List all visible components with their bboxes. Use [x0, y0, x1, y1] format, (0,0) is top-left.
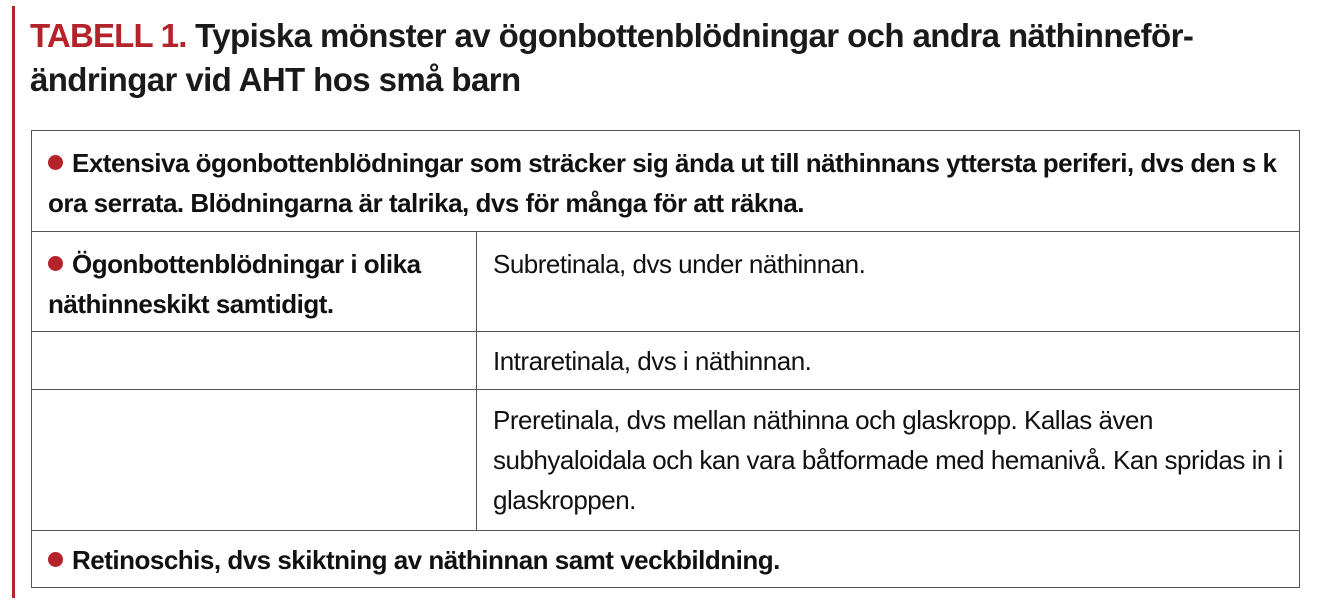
findings-table: [31, 130, 1300, 588]
row-text: Ögonbottenblödningar i olika näthinneskikt samtidigt.: [48, 249, 421, 319]
table-row: [32, 131, 1299, 232]
table-cell: [32, 232, 477, 331]
table-cell: [477, 232, 1299, 331]
table-row: [32, 332, 1299, 390]
table-cell: [32, 390, 477, 530]
table-cell: [477, 390, 1299, 530]
table-row: [32, 390, 1299, 531]
row-text: Retinoschis, dvs skiktning av näthinnan samt veckbildning.: [72, 545, 780, 575]
table-row: [32, 531, 1299, 588]
row-text: Extensiva ögonbottenblödningar som sträcker sig ända ut till näthinnans yttersta periferi, dvs den s k ora serrata. Blödningarna är talrika, dvs för många för att räkna.: [48, 148, 1277, 218]
table-title: [30, 14, 1300, 102]
bullet-icon: [48, 256, 63, 271]
bullet-icon: [48, 155, 63, 170]
table-label: TABELL 1.: [30, 17, 187, 54]
table-caption: Typiska mönster av ögonbottenblödningar och andra näthinneför-ändringar vid AHT hos små barn: [30, 17, 1194, 98]
row-detail: Intraretinala, dvs i näthinnan.: [493, 346, 812, 376]
accent-rule: [12, 6, 15, 598]
row-detail: Subretinala, dvs under näthinnan.: [493, 249, 866, 279]
row-detail: Preretinala, dvs mellan näthinna och glaskropp. Kallas även subhyaloidala och kan vara båtformade med hemanivå. Kan spridas in i glaskroppen.: [493, 405, 1283, 515]
table-cell: [32, 531, 1299, 588]
table-cell: [477, 332, 1299, 389]
table-cell: [32, 131, 1299, 231]
table-cell: [32, 332, 477, 389]
table-row: [32, 232, 1299, 332]
bullet-icon: [48, 552, 63, 567]
